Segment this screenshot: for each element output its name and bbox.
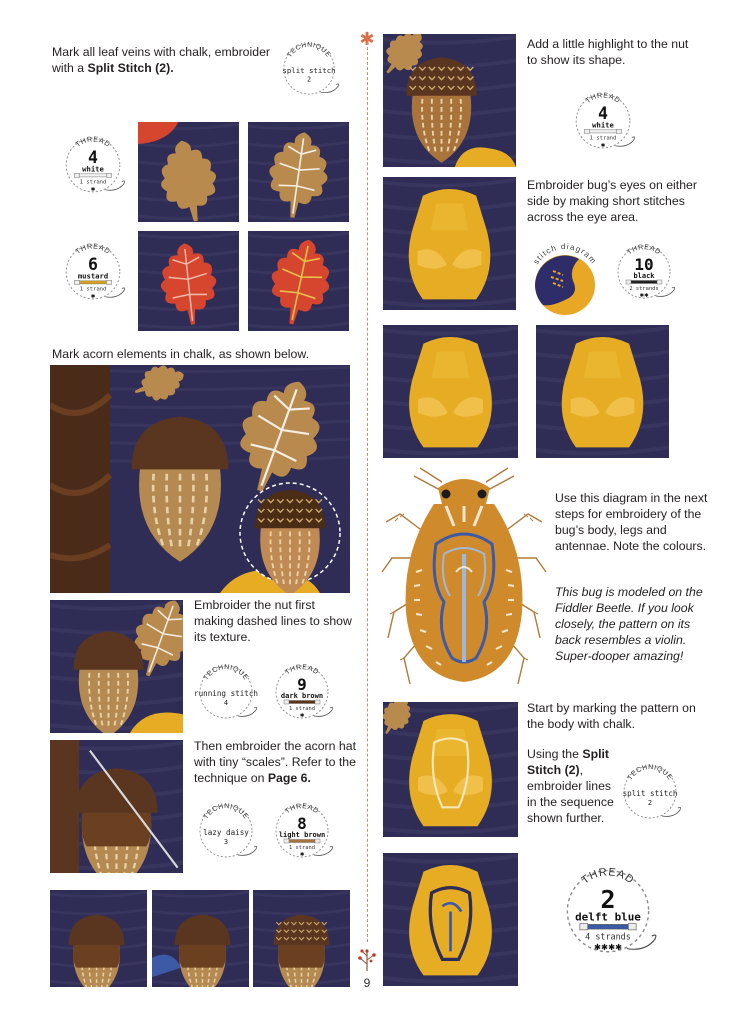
thread-number: 4	[88, 148, 98, 167]
badge-header: THREAD	[583, 90, 623, 105]
photo-red-leaf-embroidered	[248, 231, 349, 331]
svg-text:TECHNIQUE	[203, 803, 250, 821]
strand-count-icon: ✱	[90, 186, 96, 193]
badge-header: THREAD	[284, 803, 320, 816]
page-6-bold: Page 6.	[267, 771, 311, 785]
badge-header: TECHNIQUE	[202, 664, 250, 682]
asterisk-ornament: ✱	[359, 29, 375, 49]
photo-bug-blue-outline	[383, 853, 518, 986]
floss-skein-icon	[626, 280, 662, 284]
thread-color-name: white	[592, 120, 614, 130]
thread-number: 10	[634, 255, 654, 274]
technique-number: 2	[647, 799, 653, 807]
floss-skein-icon	[284, 700, 320, 704]
branch-ornament	[354, 946, 380, 972]
split-stitch-bold: Split Stitch (2).	[87, 61, 174, 75]
floss-skein-icon	[74, 280, 111, 284]
beetle-eye-right	[478, 490, 487, 499]
strand-count-icon: ✱	[600, 142, 606, 149]
floss-skein-icon	[284, 839, 320, 843]
right-step-3-italic: This bug is modeled on the Fiddler Beetle. If you look closely, the pattern on its back resembles a violin. Super-dooper amazing!	[555, 585, 703, 663]
svg-text:THREAD	[74, 134, 113, 149]
technique-name: running stitch	[193, 689, 259, 698]
photo-acorn-step-2	[152, 890, 249, 987]
thread-strands: 1 strand	[589, 135, 617, 142]
thread-strands: 2 strands	[629, 286, 659, 292]
thread-badge-mustard	[60, 237, 126, 303]
technique-badge-running-stitch	[194, 658, 258, 722]
thread-number: 8	[297, 814, 307, 833]
thread-color-name: black	[633, 272, 655, 280]
photo-acorn-step-1	[50, 890, 147, 987]
badge-header: TECHNIQUE	[626, 764, 674, 782]
technique-name: lazy daisy	[203, 828, 249, 837]
left-step-2-text: Mark acorn elements in chalk, as shown below.	[52, 347, 309, 361]
photo-acorn-step-3	[253, 890, 350, 987]
photo-oak-leaf-embroidered	[248, 122, 349, 222]
strand-count-icon: ✱	[90, 293, 96, 300]
photo-acorn-large	[50, 365, 350, 593]
stitch-diagram-label: stitch diagram	[531, 241, 599, 267]
thread-badge-dark-brown	[270, 658, 334, 722]
page-number: 9	[363, 976, 371, 990]
thread-color-name: delft blue	[575, 910, 641, 924]
svg-text:THREAD	[74, 241, 113, 256]
photo-bug-eyes	[383, 177, 516, 310]
thread-strands: 1 strand	[79, 286, 107, 293]
badge-header: THREAD	[73, 241, 113, 256]
technique-number: 2	[306, 75, 312, 84]
thread-strands: 1 strand	[79, 179, 107, 186]
badge-header: TECHNIQUE	[202, 803, 250, 821]
svg-text:THREAD	[579, 866, 636, 886]
technique-number: 4	[223, 699, 229, 707]
stitch-diagram	[523, 235, 607, 319]
svg-text:TECHNIQUE	[286, 42, 332, 59]
svg-text:TECHNIQUE	[627, 764, 674, 782]
beetle-eye-left	[442, 490, 451, 499]
thread-badge-black	[612, 238, 676, 302]
column-divider	[367, 42, 368, 942]
thread-strands: 4 strands	[585, 931, 631, 942]
technique-badge-split-stitch-top	[278, 36, 340, 98]
right-step-4-text: Start by marking the pattern on the body with chalk.	[527, 701, 696, 731]
thread-color-name: dark brown	[280, 692, 324, 700]
badge-header: TECHNIQUE	[286, 41, 332, 59]
technique-badge-split-stitch-bottom	[618, 758, 682, 822]
right-step-5-text: Using the Split Stitch (2), embroider lines in the sequence shown further.	[527, 747, 614, 825]
technique-name: split stitch	[282, 65, 336, 75]
thread-badge-delft-blue	[558, 858, 658, 958]
strand-count-icon: ✱	[299, 713, 305, 719]
svg-text:THREAD	[584, 90, 623, 105]
photo-acorn-nut-embroidery	[50, 600, 183, 733]
badge-header: THREAD	[626, 244, 662, 257]
photo-oak-leaf-chalk	[138, 122, 239, 222]
technique-name: split stitch	[622, 789, 678, 798]
floss-skein-icon	[580, 924, 636, 930]
left-step-3-text: Embroider the nut first making dashed lines to show its texture.	[194, 598, 352, 644]
strand-count-icon: ✱✱	[639, 293, 649, 299]
left-step-4-text: Then embroider the acorn hat with tiny “scales”. Refer to the technique on Page 6.	[194, 739, 357, 785]
strand-count-icon: ✱	[299, 852, 305, 858]
thread-color-name: white	[82, 164, 104, 174]
photo-red-leaf-chalk	[138, 231, 239, 331]
photo-bug-body-chalk	[383, 702, 518, 837]
photo-acorn-hat-needle	[50, 740, 183, 873]
thread-badge-light-brown	[270, 797, 334, 861]
photo-acorn-highlight	[383, 34, 516, 167]
technique-badge-lazy-daisy	[194, 797, 258, 861]
thread-number: 9	[297, 675, 307, 694]
floss-skein-icon	[584, 129, 621, 133]
thread-badge-white-right	[570, 86, 636, 152]
badge-header: THREAD	[284, 664, 320, 677]
thread-badge-white-left	[60, 130, 126, 196]
photo-bug-stitch-a	[383, 325, 518, 458]
thread-number: 2	[600, 885, 616, 914]
right-step-3-text: Use this diagram in the next steps for embroidery of the bug’s body, legs and antennae. Note the colours.	[555, 491, 708, 553]
thread-color-name: mustard	[77, 271, 109, 281]
badge-header: THREAD	[579, 866, 637, 887]
strand-count-icon: ✱✱✱✱	[593, 942, 623, 953]
right-step-1-text: Add a little highlight to the nut to show its shape.	[527, 37, 689, 67]
technique-number: 3	[223, 838, 229, 846]
thread-strands: 1 strand	[289, 845, 315, 851]
thread-strands: 1 strand	[289, 706, 315, 712]
thread-color-name: light brown	[278, 831, 326, 839]
beetle-diagram	[380, 462, 548, 698]
svg-text:TECHNIQUE	[203, 664, 250, 682]
split-stitch-2-bold: Split Stitch (2)	[527, 747, 610, 777]
thread-number: 4	[598, 104, 608, 123]
left-step-1-text: Mark all leaf veins with chalk, embroider with a Split Stitch (2).	[52, 45, 271, 75]
thread-number: 6	[88, 255, 98, 274]
right-step-2-text: Embroider bug’s eyes on either side by making short stitches across the eye area.	[527, 178, 697, 224]
badge-header: THREAD	[73, 134, 113, 149]
floss-skein-icon	[74, 173, 111, 177]
photo-bug-stitch-b	[536, 325, 669, 458]
